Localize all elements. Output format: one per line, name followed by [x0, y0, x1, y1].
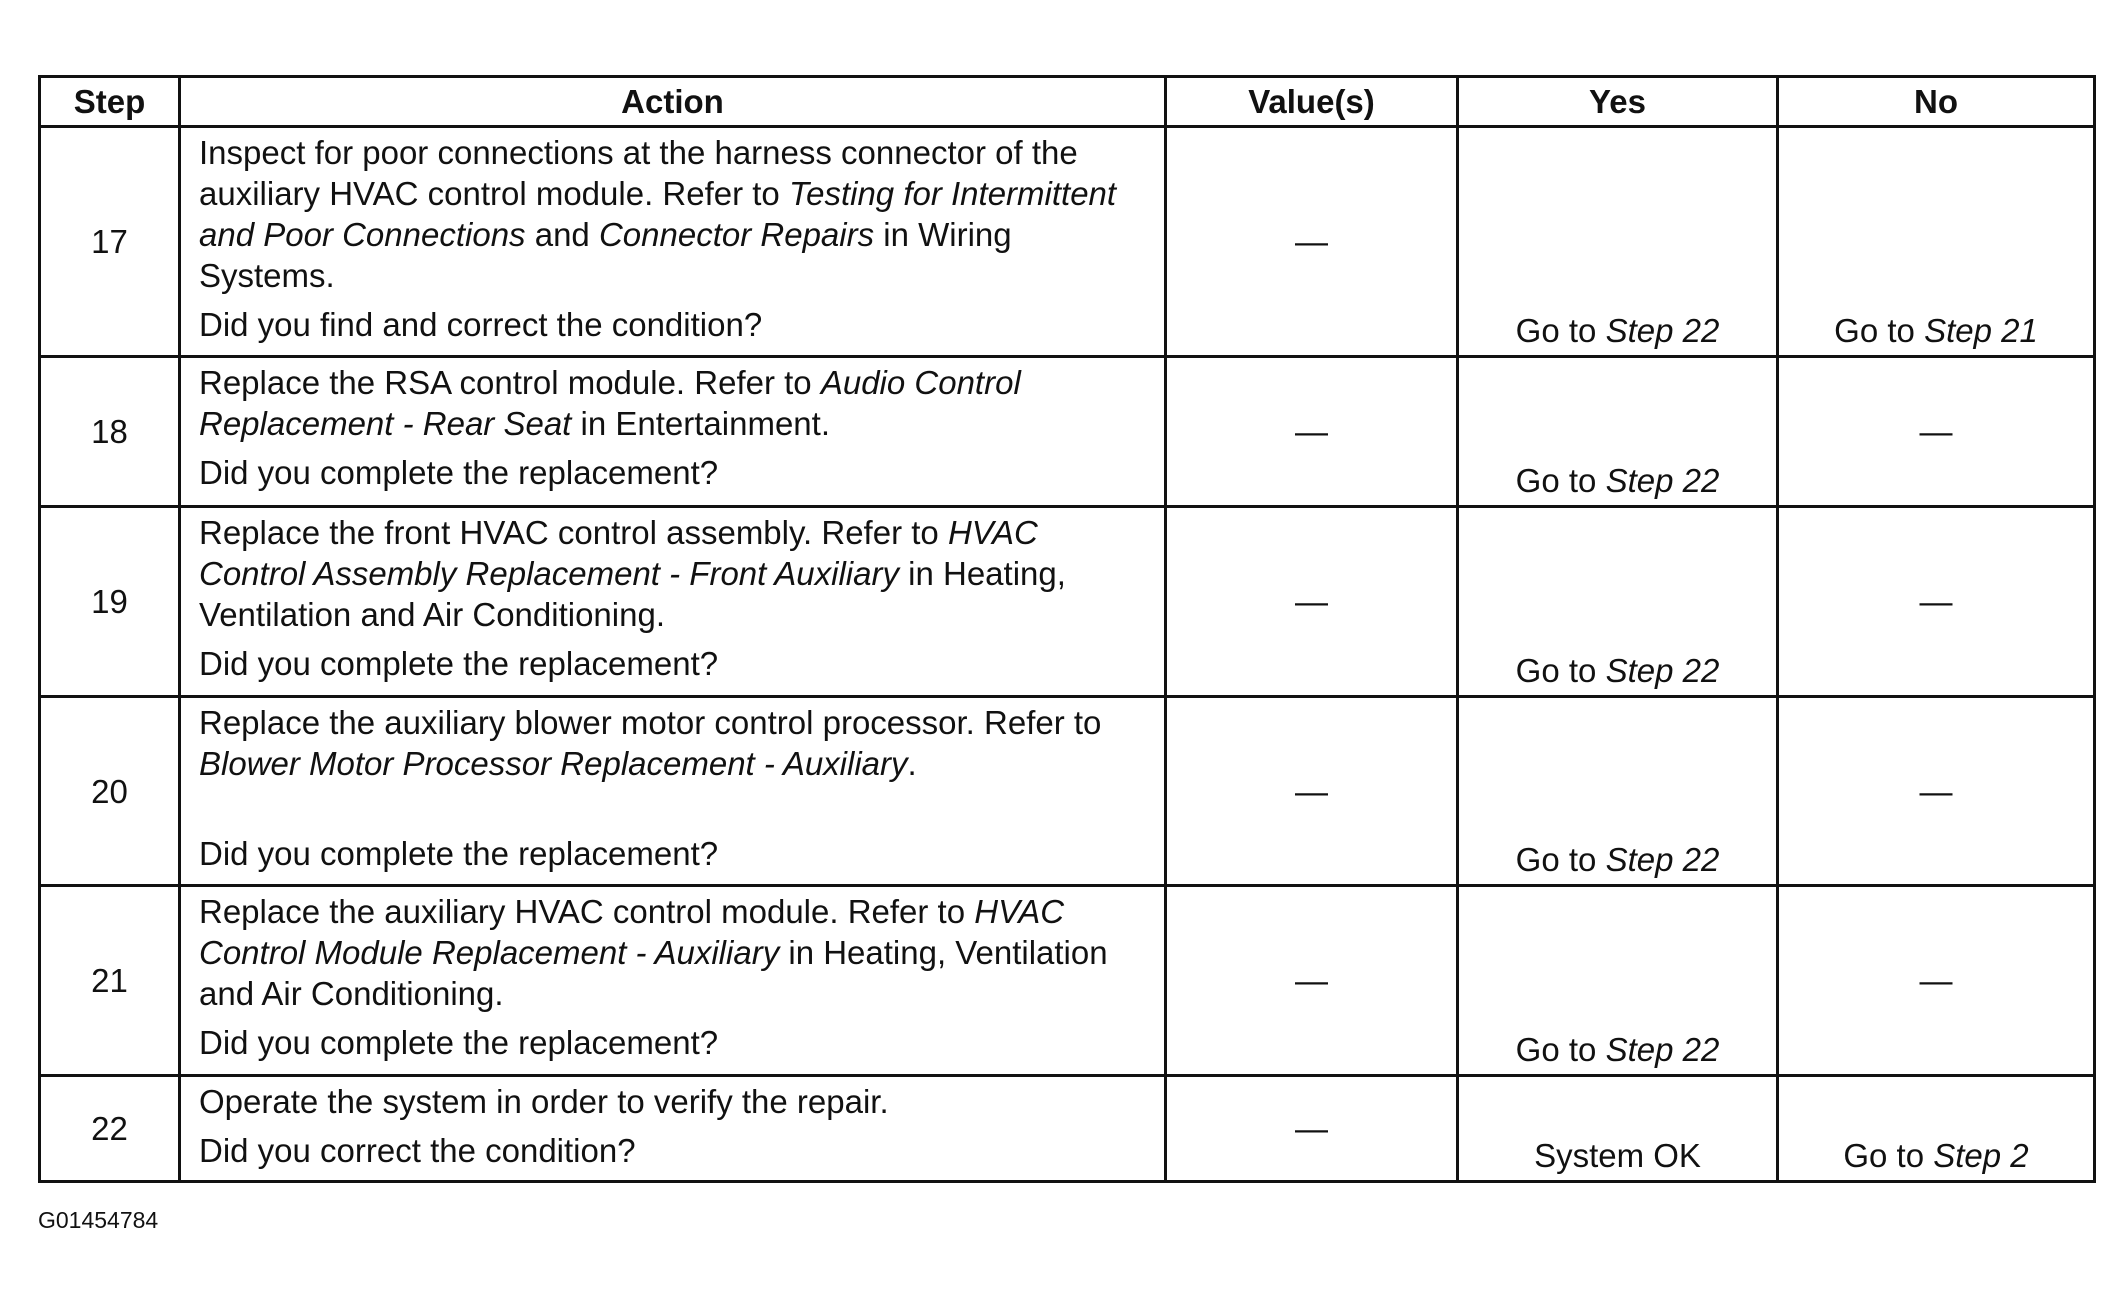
action-instruction: Inspect for poor connections at the harness connector of the auxiliary HVAC control module. Refer to Testing for Intermittent and Poor Connections and Connector Repairs in Wiring Systems. [199, 134, 1117, 294]
action-instruction: Replace the auxiliary blower motor control processor. Refer to Blower Motor Processor Replacement - Auxiliary. [199, 704, 1102, 782]
value-cell: — [1166, 127, 1458, 357]
action-cell [180, 357, 1166, 507]
no-cell: Go to Step 2 [1778, 1076, 2095, 1182]
header-step: Step [40, 77, 180, 127]
value-cell: — [1166, 697, 1458, 886]
action-cell [180, 507, 1166, 697]
value-cell: — [1166, 357, 1458, 507]
step-number: 21 [40, 886, 180, 1076]
table-row [40, 697, 2095, 886]
value-cell: — [1166, 1076, 1458, 1182]
value-cell: — [1166, 507, 1458, 697]
figure-id: G01454784 [38, 1207, 159, 1233]
italic-reference: Connector Repairs [598, 216, 875, 253]
action-cell [180, 1076, 1166, 1182]
italic-reference: HVAC Control Assembly Replacement - Front Auxiliary [199, 514, 1038, 592]
value-cell: — [1166, 886, 1458, 1076]
action-question: Did you complete the replacement? [199, 835, 719, 872]
yes-cell: Go to Step 22 [1458, 886, 1778, 1076]
header-values: Value(s) [1166, 77, 1458, 127]
header-action: Action [180, 77, 1166, 127]
diagnostic-table [38, 75, 2096, 1183]
table-row [40, 127, 2095, 357]
italic-reference: Step 22 [1605, 652, 1720, 689]
action-instruction: Replace the auxiliary HVAC control module. Refer to HVAC Control Module Replacement - Auxiliary in Heating, Ventilation and Air Conditioning. [199, 893, 1108, 1012]
italic-reference: Step 22 [1605, 1031, 1720, 1068]
yes-cell: Go to Step 22 [1458, 507, 1778, 697]
action-question: Did you correct the condition? [199, 1132, 636, 1169]
no-cell: — [1778, 357, 2095, 507]
action-cell [180, 886, 1166, 1076]
italic-reference: Step 22 [1605, 841, 1720, 878]
header-no: No [1778, 77, 2095, 127]
italic-reference: Blower Motor Processor Replacement - Auxiliary [199, 745, 908, 782]
table-row [40, 1076, 2095, 1182]
action-instruction: Replace the RSA control module. Refer to Audio Control Replacement - Rear Seat in Entertainment. [199, 364, 1021, 442]
table-row [40, 886, 2095, 1076]
step-number: 22 [40, 1076, 180, 1182]
action-instruction: Operate the system in order to verify the repair. [199, 1083, 889, 1120]
italic-reference: Step 2 [1933, 1137, 2029, 1174]
no-cell: — [1778, 886, 2095, 1076]
step-number: 20 [40, 697, 180, 886]
step-number: 17 [40, 127, 180, 357]
header-yes: Yes [1458, 77, 1778, 127]
action-question: Did you complete the replacement? [199, 454, 719, 491]
yes-cell: System OK [1458, 1076, 1778, 1182]
italic-reference: Step 22 [1605, 312, 1720, 349]
header-row [40, 77, 2095, 127]
action-cell [180, 697, 1166, 886]
yes-cell: Go to Step 22 [1458, 127, 1778, 357]
no-cell: Go to Step 21 [1778, 127, 2095, 357]
action-question: Did you complete the replacement? [199, 1024, 719, 1061]
yes-cell: Go to Step 22 [1458, 357, 1778, 507]
table-row [40, 357, 2095, 507]
action-instruction: Replace the front HVAC control assembly. Refer to HVAC Control Assembly Replacement - Front Auxiliary in Heating, Ventilation and Air Conditioning. [199, 514, 1066, 633]
italic-reference: Testing for Intermittent and Poor Connections [199, 175, 1117, 253]
step-number: 19 [40, 507, 180, 697]
step-number: 18 [40, 357, 180, 507]
italic-reference: HVAC Control Module Replacement - Auxiliary [199, 893, 1065, 971]
action-cell [180, 127, 1166, 357]
italic-reference: Step 21 [1924, 312, 2038, 349]
yes-cell: Go to Step 22 [1458, 697, 1778, 886]
no-cell: — [1778, 507, 2095, 697]
action-question: Did you find and correct the condition? [199, 306, 763, 343]
italic-reference: Step 22 [1605, 462, 1720, 499]
italic-reference: Audio Control Replacement - Rear Seat [199, 364, 1021, 442]
table-row [40, 507, 2095, 697]
no-cell: — [1778, 697, 2095, 886]
blank-line [199, 784, 1146, 825]
action-question: Did you complete the replacement? [199, 645, 719, 682]
